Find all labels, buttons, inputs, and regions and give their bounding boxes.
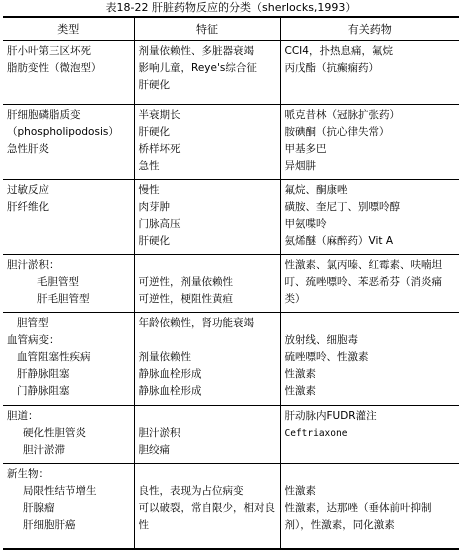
feature-line: 慢性 xyxy=(138,184,160,196)
drug-line: 性激素，达那唑（垂体前叶抑制剂），性激素，同化激素 xyxy=(284,502,432,531)
drug-line: 性激素 xyxy=(284,368,316,380)
drug-line: 性激素 xyxy=(284,485,316,497)
drugs-cell xyxy=(280,406,459,464)
drug-line: 甲基多巴 xyxy=(284,143,327,155)
type-cell xyxy=(3,41,134,105)
type-cell xyxy=(3,406,134,464)
type-line: 急性肝炎 xyxy=(7,143,49,155)
type-cell xyxy=(3,180,134,255)
type-line: 胆汁淤滞 xyxy=(23,444,65,456)
feature-line: 剂量依赖性 xyxy=(138,351,191,363)
drugs-cell xyxy=(280,180,459,255)
type-line: 肝静脉阻塞 xyxy=(17,368,70,380)
feature-line xyxy=(139,408,277,425)
feature-line: 影响儿童，Reye's综合征 xyxy=(138,62,257,74)
type-line: 血管阻塞性疾病 xyxy=(17,351,91,363)
type-line: 胆汁淤积： xyxy=(7,259,60,271)
drug-line: Ceftriaxone xyxy=(284,428,348,439)
drug-line: 氨烯醚（麻醉药）Vit A xyxy=(284,235,394,247)
type-cell xyxy=(3,255,134,313)
features-cell xyxy=(134,41,280,105)
table-row xyxy=(3,105,459,180)
table-caption: 表18-22 肝脏药物反应的分类（sherlocks,1993） xyxy=(105,1,357,14)
type-line: 硬化性胆管炎 xyxy=(23,427,86,439)
header-drugs: 有关药物 xyxy=(280,17,459,41)
features-cell xyxy=(134,255,280,313)
drug-line xyxy=(285,315,457,332)
feature-line: 剂量依赖性、多脏器衰竭 xyxy=(138,45,254,57)
type-line: 脂肪变性（微泡型） xyxy=(7,62,102,74)
table-row xyxy=(3,180,459,255)
type-line: 过敏反应 xyxy=(7,184,49,196)
type-cell xyxy=(3,464,134,549)
drug-line: 丙戊酯（抗癫痫药） xyxy=(284,62,379,74)
feature-line: 可逆性，剂量依赖性 xyxy=(138,276,233,288)
header-features: 特征 xyxy=(134,17,280,41)
feature-line xyxy=(139,257,277,274)
drug-line xyxy=(285,466,457,483)
feature-line: 年龄依赖性，肾功能衰竭 xyxy=(138,317,254,329)
feature-line: 胆绞痛 xyxy=(138,444,170,456)
features-cell xyxy=(134,406,280,464)
header-row xyxy=(3,17,459,41)
feature-line xyxy=(139,332,277,349)
feature-line xyxy=(139,466,277,483)
drug-line: 哌克昔林（冠脉扩张药） xyxy=(284,109,400,121)
drug-line: 性激素 xyxy=(284,385,316,397)
drug-line: 甲氨喋呤 xyxy=(284,218,327,230)
type-line: 肝纤维化 xyxy=(7,201,49,213)
type-cell xyxy=(3,313,134,406)
drug-line: 放射线、细胞毒 xyxy=(284,334,358,346)
type-line: 肝细胞肝癌 xyxy=(23,519,76,531)
drug-line: 性激素、氯丙嗪、红霉素、呋喃坦叮、巯唑嘌呤、苯恶希芬（消炎痛类） xyxy=(284,259,442,305)
drug-line: 磺胺、奎尼丁、别嘌呤醇 xyxy=(284,201,400,213)
drug-line: 肝动脉内FUDR灌注 xyxy=(284,410,377,422)
type-line: 毛胆管型 xyxy=(37,276,79,288)
table-row xyxy=(3,41,459,105)
type-line: 胆道： xyxy=(7,410,39,422)
table-row xyxy=(3,406,459,464)
table-row xyxy=(3,255,459,313)
type-line: 肝细胞磷脂质变 xyxy=(7,109,81,121)
type-cell xyxy=(3,105,134,180)
feature-line: 静脉血栓形成 xyxy=(138,368,202,380)
type-line: 胆管型 xyxy=(17,317,49,329)
feature-line: 静脉血栓形成 xyxy=(138,385,202,397)
table-row xyxy=(3,313,459,406)
type-line: （phospholipodosis） xyxy=(7,126,119,138)
drug-liver-reaction-table xyxy=(3,16,459,550)
type-line: 肝小叶第三区坏死 xyxy=(7,45,91,57)
feature-line: 肝硬化 xyxy=(138,235,170,247)
drug-line: 氟烷、酮康唑 xyxy=(284,184,348,196)
feature-line: 急性 xyxy=(138,160,160,172)
features-cell xyxy=(134,313,280,406)
drug-line: CCI4，扑热息痛，氟烷 xyxy=(284,45,393,57)
drugs-cell xyxy=(280,41,459,105)
features-cell xyxy=(134,180,280,255)
drug-line: 硫唑嘌呤、性激素 xyxy=(284,351,369,363)
type-line: 肝腺瘤 xyxy=(23,502,55,514)
type-line: 血管病变： xyxy=(7,334,60,346)
feature-line: 良性，表现为占位病变 xyxy=(138,485,244,497)
feature-line: 半衰期长 xyxy=(138,109,181,121)
drugs-cell xyxy=(280,464,459,549)
feature-line: 肉芽肿 xyxy=(138,201,170,213)
type-line: 肝毛胆管型 xyxy=(37,293,90,305)
feature-line: 肝硬化 xyxy=(138,126,170,138)
feature-line: 肝硬化 xyxy=(138,79,170,91)
feature-line: 可以破裂，常自限少，相对良性 xyxy=(138,502,275,531)
type-line: 门静脉阻塞 xyxy=(17,385,70,397)
type-line: 局限性结节增生 xyxy=(23,485,97,497)
type-line: 新生物： xyxy=(7,468,49,480)
drug-line: 异烟肼 xyxy=(284,160,316,172)
feature-line: 桥样坏死 xyxy=(138,143,181,155)
header-type: 类型 xyxy=(3,17,134,41)
feature-line: 可逆性，梗阻性黄疸 xyxy=(138,293,233,305)
drugs-cell xyxy=(280,313,459,406)
table-row xyxy=(3,464,459,549)
drugs-cell xyxy=(280,105,459,180)
feature-line: 胆汁淤积 xyxy=(138,427,181,439)
features-cell xyxy=(134,464,280,549)
feature-line: 门脉高压 xyxy=(138,218,181,230)
drugs-cell xyxy=(280,255,459,313)
features-cell xyxy=(134,105,280,180)
drug-line: 胺碘酮（抗心律失常） xyxy=(284,126,390,138)
